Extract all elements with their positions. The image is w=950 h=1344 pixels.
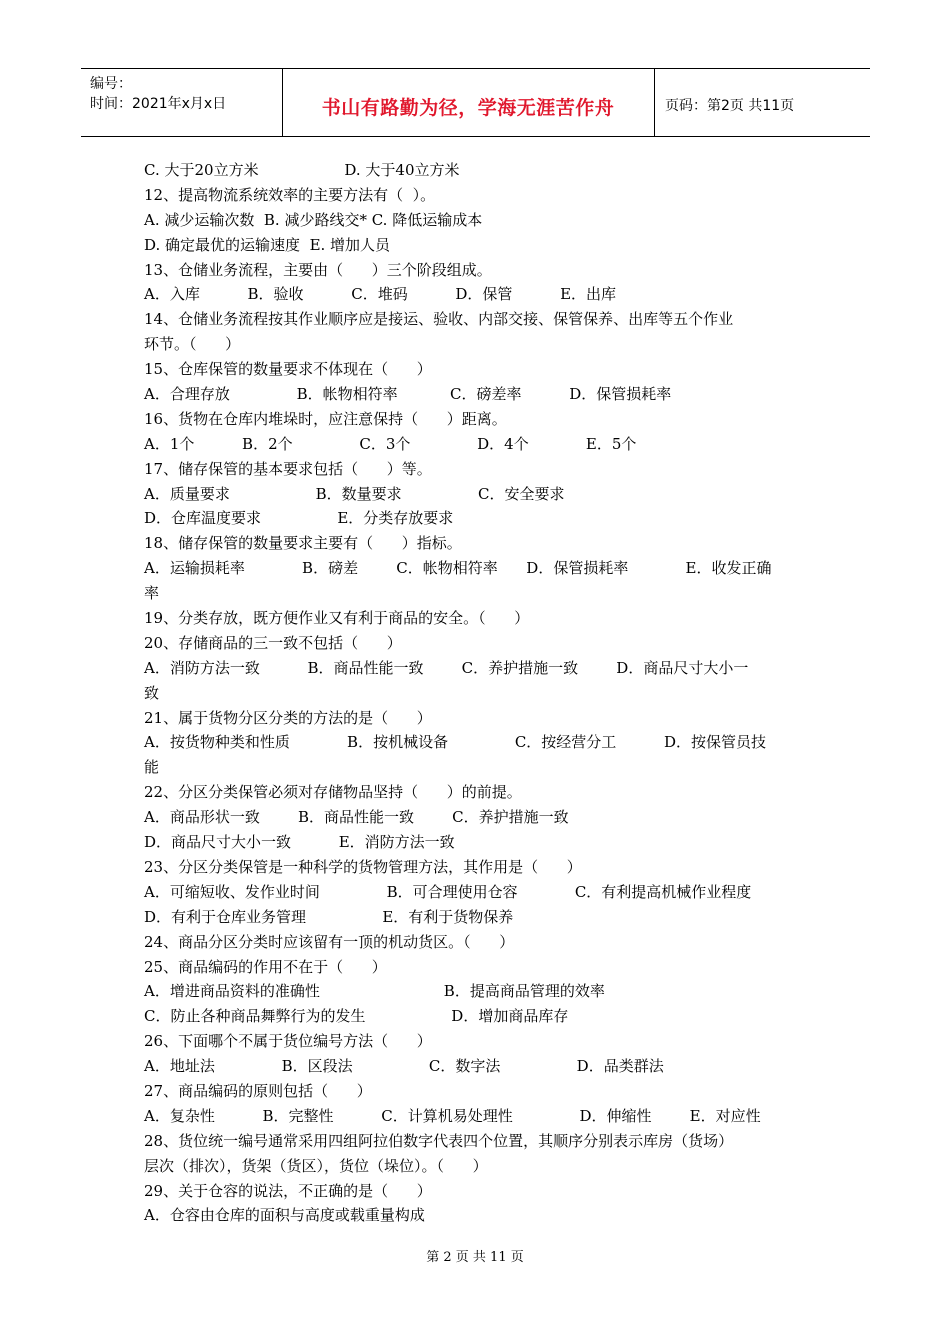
- date-label: 时间：2021年x月x日: [90, 96, 227, 112]
- text-line: 能: [144, 758, 160, 777]
- text-line: 12、提高物流系统效率的主要方法有（ ）。: [144, 185, 436, 204]
- text-line: 致: [144, 683, 160, 702]
- document-body: [144, 158, 814, 1228]
- text-line: 率: [144, 584, 160, 603]
- text-line: D．仓库温度要求 E．分类存放要求: [144, 509, 454, 528]
- text-line: A．可缩短收、发作业时间 B．可合理使用仓容 C．有利提高机械作业程度: [144, 882, 752, 901]
- text-line: A．按货物种类和性质 B．按机械设备 C．按经营分工 D．按保管员技: [144, 733, 767, 752]
- text-line: A．质量要求 B．数量要求 C．安全要求: [144, 484, 565, 503]
- text-line: D．有利于仓库业务管理 E．有利于货物保养: [144, 907, 514, 926]
- header-motto-cell: [282, 69, 655, 136]
- text-line: A．1个 B．2个 C．3个 D．4个 E．5个: [144, 434, 637, 453]
- text-line: A．入库 B．验收 C．堆码 D．保管 E．出库: [144, 285, 617, 304]
- text-line: 21、属于货物分区分类的方法的是（ ）: [144, 708, 432, 727]
- header-meta-cell: [81, 69, 283, 136]
- text-line: 15、仓库保管的数量要求不体现在（ ）: [144, 360, 432, 379]
- text-line: D. 确定最优的运输速度 E. 增加人员: [144, 235, 391, 254]
- header-page-cell: [655, 69, 870, 136]
- text-line: 29、关于仓容的说法，不正确的是（ ）: [144, 1181, 432, 1200]
- page-number-label: 页码：第2页 共11页: [665, 98, 795, 114]
- text-line: 24、商品分区分类时应该留有一顶的机动货区。（ ）: [144, 932, 515, 951]
- text-line: 20、存储商品的三一致不包括（ ）: [144, 633, 402, 652]
- text-line: 14、仓储业务流程按其作业顺序应是接运、验收、内部交接、保管保养、出库等五个作业: [144, 310, 734, 329]
- text-line: 28、货位统一编号通常采用四组阿拉伯数字代表四个位置，其顺序分别表示库房（货场）: [144, 1131, 734, 1150]
- text-line: 环节。（ ）: [144, 335, 241, 354]
- text-line: 19、分类存放，既方便作业又有利于商品的安全。（ ）: [144, 609, 530, 628]
- text-line: A．商品形状一致 B．商品性能一致 C．养护措施一致: [144, 808, 569, 827]
- number-label: 编号：: [90, 76, 132, 92]
- text-line: C. 大于20立方米 D. 大于40立方米: [144, 161, 460, 179]
- text-line: A．合理存放 B．帐物相符率 C．磅差率 D．保管损耗率: [144, 385, 672, 404]
- text-line: A．运输损耗率 B．磅差 C．帐物相符率 D．保管损耗率 E．收发正确: [144, 559, 772, 578]
- text-line: 22、分区分类保管必须对存储物品坚持（ ）的前提。: [144, 783, 522, 802]
- text-line: 16、货物在仓库内堆垛时，应注意保持（ ）距离。: [144, 409, 507, 428]
- text-line: A．仓容由仓库的面积与高度或载重量构成: [144, 1206, 425, 1225]
- text-line: C．防止各种商品舞弊行为的发生 D．增加商品库存: [144, 1007, 569, 1026]
- text-line: A．复杂性 B．完整性 C．计算机易处理性 D．伸缩性 E．对应性: [144, 1106, 761, 1125]
- text-line: 18、储存保管的数量要求主要有（ ）指标。: [144, 534, 462, 553]
- text-line: 17、储存保管的基本要求包括（ ）等。: [144, 459, 432, 478]
- text-line: 13、仓储业务流程，主要由（ ）三个阶段组成。: [144, 260, 492, 279]
- page-footer: 第 2 页 共 11 页: [426, 1250, 524, 1265]
- text-line: A．地址法 B．区段法 C．数字法 D．品类群法: [144, 1057, 664, 1076]
- motto-text: 书山有路勤为径，学海无涯苦作舟: [321, 97, 615, 119]
- text-line: A．消防方法一致 B．商品性能一致 C．养护措施一致 D．商品尺寸大小一: [144, 658, 749, 677]
- page-header: [81, 68, 870, 137]
- text-line: A. 减少运输次数 B. 减少路线交* C. 降低运输成本: [144, 210, 483, 229]
- text-line: 26、下面哪个不属于货位编号方法（ ）: [144, 1032, 432, 1051]
- text-line: 层次（排次），货架（货区），货位（垛位）。（ ）: [144, 1156, 488, 1175]
- text-line: 27、商品编码的原则包括（ ）: [144, 1081, 372, 1100]
- text-line: D．商品尺寸大小一致 E．消防方法一致: [144, 833, 455, 852]
- text-line: 23、分区分类保管是一种科学的货物管理方法，其作用是（ ）: [144, 857, 582, 876]
- text-line: A．增进商品资料的准确性 B．提高商品管理的效率: [144, 982, 605, 1001]
- text-line: 25、商品编码的作用不在于（ ）: [144, 957, 387, 976]
